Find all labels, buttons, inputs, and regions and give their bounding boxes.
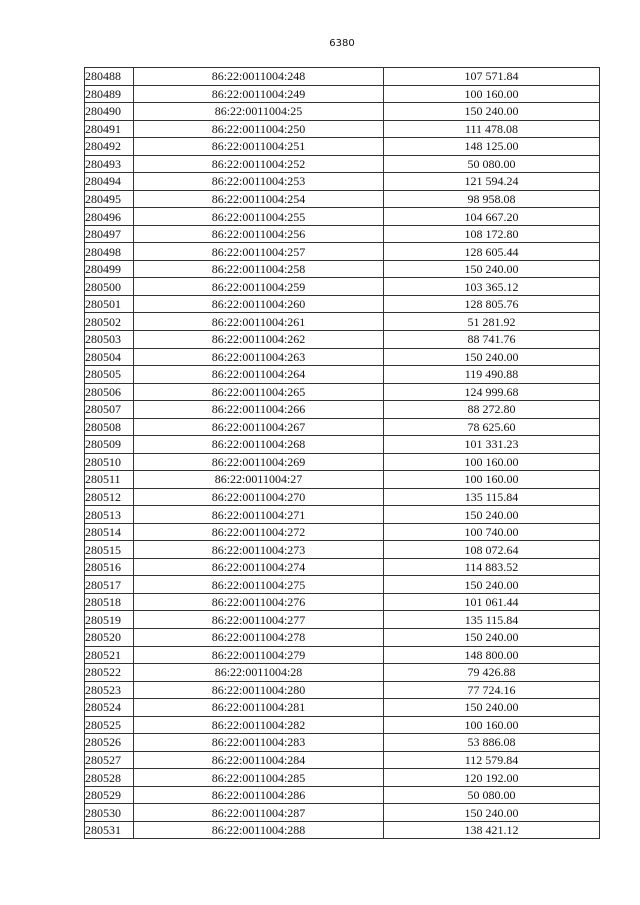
cadastral-number-cell: 86:22:0011004:287 bbox=[134, 804, 384, 822]
value-cell: 150 240.00 bbox=[384, 576, 600, 594]
row-id-cell: 280527 bbox=[85, 751, 134, 769]
table-row bbox=[85, 804, 600, 822]
table-row bbox=[85, 523, 600, 541]
value-cell: 128 805.76 bbox=[384, 295, 600, 313]
table-row bbox=[85, 629, 600, 647]
value-cell: 150 240.00 bbox=[384, 260, 600, 278]
cadastral-number-cell: 86:22:0011004:283 bbox=[134, 734, 384, 752]
table-row bbox=[85, 786, 600, 804]
cadastral-number-cell: 86:22:0011004:27 bbox=[134, 471, 384, 489]
row-id-cell: 280528 bbox=[85, 769, 134, 787]
cadastral-number-cell: 86:22:0011004:264 bbox=[134, 366, 384, 384]
table-row bbox=[85, 681, 600, 699]
value-cell: 111 478.08 bbox=[384, 120, 600, 138]
row-id-cell: 280503 bbox=[85, 330, 134, 348]
cadastral-number-cell: 86:22:0011004:274 bbox=[134, 558, 384, 576]
table-row bbox=[85, 734, 600, 752]
value-cell: 150 240.00 bbox=[384, 804, 600, 822]
table-row bbox=[85, 646, 600, 664]
table-row bbox=[85, 699, 600, 717]
table-row bbox=[85, 313, 600, 331]
row-id-cell: 280530 bbox=[85, 804, 134, 822]
value-cell: 77 724.16 bbox=[384, 681, 600, 699]
row-id-cell: 280525 bbox=[85, 716, 134, 734]
cadastral-number-cell: 86:22:0011004:288 bbox=[134, 821, 384, 839]
row-id-cell: 280506 bbox=[85, 383, 134, 401]
value-cell: 150 240.00 bbox=[384, 699, 600, 717]
table-row bbox=[85, 383, 600, 401]
row-id-cell: 280531 bbox=[85, 821, 134, 839]
table-row bbox=[85, 85, 600, 103]
cadastral-number-cell: 86:22:0011004:250 bbox=[134, 120, 384, 138]
value-cell: 53 886.08 bbox=[384, 734, 600, 752]
value-cell: 150 240.00 bbox=[384, 348, 600, 366]
row-id-cell: 280499 bbox=[85, 260, 134, 278]
cadastral-number-cell: 86:22:0011004:279 bbox=[134, 646, 384, 664]
row-id-cell: 280518 bbox=[85, 593, 134, 611]
table-row bbox=[85, 716, 600, 734]
cadastral-number-cell: 86:22:0011004:260 bbox=[134, 295, 384, 313]
table-row bbox=[85, 190, 600, 208]
value-cell: 107 571.84 bbox=[384, 68, 600, 86]
value-cell: 100 160.00 bbox=[384, 453, 600, 471]
value-cell: 120 192.00 bbox=[384, 769, 600, 787]
value-cell: 148 125.00 bbox=[384, 138, 600, 156]
cadastral-number-cell: 86:22:0011004:276 bbox=[134, 593, 384, 611]
row-id-cell: 280516 bbox=[85, 558, 134, 576]
cadastral-number-cell: 86:22:0011004:285 bbox=[134, 769, 384, 787]
value-cell: 101 061.44 bbox=[384, 593, 600, 611]
row-id-cell: 280500 bbox=[85, 278, 134, 296]
row-id-cell: 280513 bbox=[85, 506, 134, 524]
table-row bbox=[85, 488, 600, 506]
table-row bbox=[85, 769, 600, 787]
table-row bbox=[85, 558, 600, 576]
row-id-cell: 280509 bbox=[85, 436, 134, 454]
row-id-cell: 280508 bbox=[85, 418, 134, 436]
row-id-cell: 280523 bbox=[85, 681, 134, 699]
cadastral-number-cell: 86:22:0011004:256 bbox=[134, 225, 384, 243]
value-cell: 100 160.00 bbox=[384, 716, 600, 734]
cadastral-number-cell: 86:22:0011004:267 bbox=[134, 418, 384, 436]
cadastral-number-cell: 86:22:0011004:254 bbox=[134, 190, 384, 208]
value-cell: 79 426.88 bbox=[384, 664, 600, 682]
data-table bbox=[84, 67, 600, 839]
cadastral-number-cell: 86:22:0011004:273 bbox=[134, 541, 384, 559]
table-row bbox=[85, 821, 600, 839]
value-cell: 50 080.00 bbox=[384, 786, 600, 804]
cadastral-number-cell: 86:22:0011004:262 bbox=[134, 330, 384, 348]
value-cell: 101 331.23 bbox=[384, 436, 600, 454]
value-cell: 112 579.84 bbox=[384, 751, 600, 769]
table-row bbox=[85, 453, 600, 471]
value-cell: 121 594.24 bbox=[384, 173, 600, 191]
row-id-cell: 280522 bbox=[85, 664, 134, 682]
table-row bbox=[85, 225, 600, 243]
row-id-cell: 280495 bbox=[85, 190, 134, 208]
value-cell: 108 072.64 bbox=[384, 541, 600, 559]
value-cell: 103 365.12 bbox=[384, 278, 600, 296]
value-cell: 148 800.00 bbox=[384, 646, 600, 664]
value-cell: 88 741.76 bbox=[384, 330, 600, 348]
table-row bbox=[85, 576, 600, 594]
table-row bbox=[85, 366, 600, 384]
row-id-cell: 280511 bbox=[85, 471, 134, 489]
row-id-cell: 280488 bbox=[85, 68, 134, 86]
cadastral-number-cell: 86:22:0011004:257 bbox=[134, 243, 384, 261]
table-row bbox=[85, 278, 600, 296]
value-cell: 124 999.68 bbox=[384, 383, 600, 401]
value-cell: 50 080.00 bbox=[384, 155, 600, 173]
cadastral-number-cell: 86:22:0011004:258 bbox=[134, 260, 384, 278]
cadastral-number-cell: 86:22:0011004:259 bbox=[134, 278, 384, 296]
row-id-cell: 280526 bbox=[85, 734, 134, 752]
cadastral-number-cell: 86:22:0011004:266 bbox=[134, 401, 384, 419]
cadastral-number-cell: 86:22:0011004:268 bbox=[134, 436, 384, 454]
cadastral-number-cell: 86:22:0011004:284 bbox=[134, 751, 384, 769]
row-id-cell: 280524 bbox=[85, 699, 134, 717]
value-cell: 150 240.00 bbox=[384, 629, 600, 647]
row-id-cell: 280497 bbox=[85, 225, 134, 243]
cadastral-number-cell: 86:22:0011004:263 bbox=[134, 348, 384, 366]
row-id-cell: 280505 bbox=[85, 366, 134, 384]
table-row bbox=[85, 155, 600, 173]
cadastral-number-cell: 86:22:0011004:255 bbox=[134, 208, 384, 226]
table-row bbox=[85, 295, 600, 313]
value-cell: 100 740.00 bbox=[384, 523, 600, 541]
table-row bbox=[85, 664, 600, 682]
cadastral-number-cell: 86:22:0011004:248 bbox=[134, 68, 384, 86]
row-id-cell: 280510 bbox=[85, 453, 134, 471]
table-row bbox=[85, 541, 600, 559]
value-cell: 98 958.08 bbox=[384, 190, 600, 208]
row-id-cell: 280514 bbox=[85, 523, 134, 541]
cadastral-number-cell: 86:22:0011004:281 bbox=[134, 699, 384, 717]
cadastral-number-cell: 86:22:0011004:261 bbox=[134, 313, 384, 331]
cadastral-number-cell: 86:22:0011004:278 bbox=[134, 629, 384, 647]
cadastral-number-cell: 86:22:0011004:286 bbox=[134, 786, 384, 804]
cadastral-number-cell: 86:22:0011004:252 bbox=[134, 155, 384, 173]
table-row bbox=[85, 138, 600, 156]
cadastral-number-cell: 86:22:0011004:282 bbox=[134, 716, 384, 734]
value-cell: 108 172.80 bbox=[384, 225, 600, 243]
row-id-cell: 280504 bbox=[85, 348, 134, 366]
table-row bbox=[85, 208, 600, 226]
row-id-cell: 280489 bbox=[85, 85, 134, 103]
cadastral-number-cell: 86:22:0011004:277 bbox=[134, 611, 384, 629]
table-row bbox=[85, 593, 600, 611]
cadastral-number-cell: 86:22:0011004:253 bbox=[134, 173, 384, 191]
table-body bbox=[85, 68, 600, 839]
value-cell: 150 240.00 bbox=[384, 506, 600, 524]
value-cell: 100 160.00 bbox=[384, 85, 600, 103]
value-cell: 128 605.44 bbox=[384, 243, 600, 261]
cadastral-number-cell: 86:22:0011004:275 bbox=[134, 576, 384, 594]
value-cell: 138 421.12 bbox=[384, 821, 600, 839]
table-row bbox=[85, 330, 600, 348]
cadastral-number-cell: 86:22:0011004:249 bbox=[134, 85, 384, 103]
row-id-cell: 280515 bbox=[85, 541, 134, 559]
cadastral-number-cell: 86:22:0011004:251 bbox=[134, 138, 384, 156]
table-row bbox=[85, 418, 600, 436]
value-cell: 114 883.52 bbox=[384, 558, 600, 576]
table-row bbox=[85, 173, 600, 191]
cadastral-number-cell: 86:22:0011004:25 bbox=[134, 103, 384, 121]
cadastral-number-cell: 86:22:0011004:271 bbox=[134, 506, 384, 524]
value-cell: 135 115.84 bbox=[384, 488, 600, 506]
value-cell: 88 272.80 bbox=[384, 401, 600, 419]
row-id-cell: 280490 bbox=[85, 103, 134, 121]
table-row bbox=[85, 103, 600, 121]
value-cell: 100 160.00 bbox=[384, 471, 600, 489]
table-row bbox=[85, 68, 600, 86]
table-row bbox=[85, 401, 600, 419]
table-row bbox=[85, 611, 600, 629]
value-cell: 104 667.20 bbox=[384, 208, 600, 226]
table-row bbox=[85, 243, 600, 261]
row-id-cell: 280512 bbox=[85, 488, 134, 506]
cadastral-number-cell: 86:22:0011004:272 bbox=[134, 523, 384, 541]
cadastral-number-cell: 86:22:0011004:28 bbox=[134, 664, 384, 682]
value-cell: 150 240.00 bbox=[384, 103, 600, 121]
row-id-cell: 280491 bbox=[85, 120, 134, 138]
table-row bbox=[85, 260, 600, 278]
row-id-cell: 280517 bbox=[85, 576, 134, 594]
table-row bbox=[85, 506, 600, 524]
value-cell: 135 115.84 bbox=[384, 611, 600, 629]
row-id-cell: 280496 bbox=[85, 208, 134, 226]
table-row bbox=[85, 436, 600, 454]
row-id-cell: 280502 bbox=[85, 313, 134, 331]
cadastral-number-cell: 86:22:0011004:265 bbox=[134, 383, 384, 401]
row-id-cell: 280492 bbox=[85, 138, 134, 156]
row-id-cell: 280498 bbox=[85, 243, 134, 261]
value-cell: 119 490.88 bbox=[384, 366, 600, 384]
row-id-cell: 280507 bbox=[85, 401, 134, 419]
value-cell: 51 281.92 bbox=[384, 313, 600, 331]
row-id-cell: 280493 bbox=[85, 155, 134, 173]
cadastral-number-cell: 86:22:0011004:269 bbox=[134, 453, 384, 471]
cadastral-number-cell: 86:22:0011004:270 bbox=[134, 488, 384, 506]
cadastral-number-cell: 86:22:0011004:280 bbox=[134, 681, 384, 699]
row-id-cell: 280501 bbox=[85, 295, 134, 313]
table-row bbox=[85, 471, 600, 489]
row-id-cell: 280529 bbox=[85, 786, 134, 804]
row-id-cell: 280520 bbox=[85, 629, 134, 647]
table-row bbox=[85, 348, 600, 366]
table-row bbox=[85, 120, 600, 138]
row-id-cell: 280521 bbox=[85, 646, 134, 664]
row-id-cell: 280494 bbox=[85, 173, 134, 191]
row-id-cell: 280519 bbox=[85, 611, 134, 629]
page-number: 6380 bbox=[329, 38, 355, 49]
value-cell: 78 625.60 bbox=[384, 418, 600, 436]
table-row bbox=[85, 751, 600, 769]
